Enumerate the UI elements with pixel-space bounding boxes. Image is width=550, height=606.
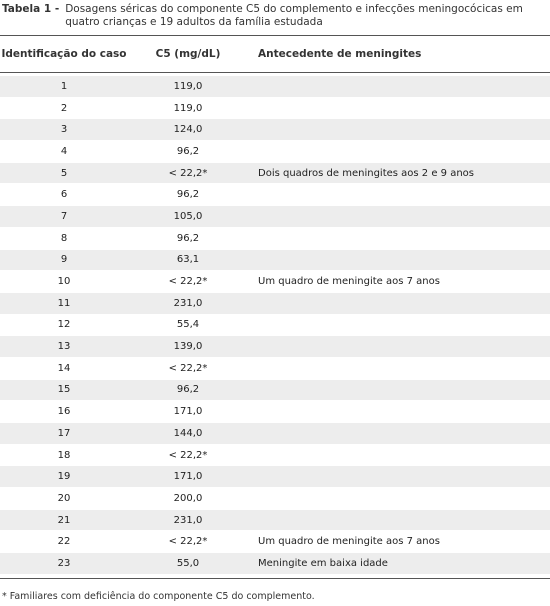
table-header [0,35,550,73]
cell-case-id: 11 [57,297,71,309]
cell-c5: 55,4 [176,319,200,331]
table-row [0,184,550,206]
cell-c5: 139,0 [173,341,203,353]
table-footnote: * Familiares com deficiência do componente C5 do complemento. [2,591,315,602]
caption-label: Tabela 1 - [2,3,60,15]
table-row [0,271,550,293]
cell-c5: 119,0 [173,102,203,114]
table-row [0,531,550,553]
cell-c5: 231,0 [173,514,203,526]
cell-c5: < 22,2* [168,167,208,179]
table-row [0,76,550,98]
cell-case-id: 21 [57,514,71,526]
cell-c5: < 22,2* [168,362,208,374]
header-meningitis-history: Antecedente de meningites [258,48,422,60]
cell-c5: 63,1 [176,254,200,266]
table-row [0,358,550,380]
table-row [0,423,550,445]
header-case-id: Identificação do caso [1,48,127,60]
table-row [0,98,550,120]
table-row [0,401,550,423]
cell-c5: 96,2 [176,384,200,396]
cell-case-id: 17 [57,427,71,439]
cell-meningitis-history: Meningite em baixa idade [258,557,388,569]
cell-case-id: 9 [60,254,68,266]
cell-meningitis-history: Um quadro de meningite aos 7 anos [258,276,440,288]
table-row [0,250,550,272]
cell-case-id: 4 [60,145,68,157]
table-row [0,488,550,510]
data-table [0,35,550,579]
cell-c5: 96,2 [176,189,200,201]
table-row [0,206,550,228]
caption-text: Dosagens séricas do componente C5 do complemento e infecções meningocócicas em quatro crianças e 19 adultos da família estudada [65,3,523,28]
cell-case-id: 5 [60,167,68,179]
table-body [0,76,550,575]
table-bottom-rule [0,578,550,579]
table-row [0,466,550,488]
table-row [0,163,550,185]
cell-c5: < 22,2* [168,449,208,461]
table-row [0,336,550,358]
cell-c5: 171,0 [173,471,203,483]
cell-case-id: 22 [57,536,71,548]
cell-case-id: 3 [60,124,68,136]
table-row [0,293,550,315]
cell-case-id: 20 [57,492,71,504]
cell-case-id: 13 [57,341,71,353]
cell-case-id: 10 [57,276,71,288]
cell-c5: 124,0 [173,124,203,136]
cell-meningitis-history: Dois quadros de meningites aos 2 e 9 anos [258,167,475,179]
table-row [0,119,550,141]
table-row [0,315,550,337]
cell-case-id: 1 [60,80,68,92]
cell-case-id: 15 [57,384,71,396]
cell-c5: 200,0 [173,492,203,504]
header-c5: C5 (mg/dL) [155,48,221,60]
cell-c5: 171,0 [173,406,203,418]
table-row [0,228,550,250]
cell-case-id: 12 [57,319,71,331]
cell-c5: 96,2 [176,232,200,244]
cell-c5: 96,2 [176,145,200,157]
cell-meningitis-history: Um quadro de meningite aos 7 anos [258,536,440,548]
cell-case-id: 14 [57,362,71,374]
cell-case-id: 2 [60,102,68,114]
cell-c5: 55,0 [176,557,200,569]
table-row [0,141,550,163]
cell-case-id: 8 [60,232,68,244]
cell-c5: 119,0 [173,80,203,92]
cell-case-id: 18 [57,449,71,461]
cell-case-id: 7 [60,210,68,222]
table-row [0,380,550,402]
cell-c5: 144,0 [173,427,203,439]
cell-case-id: 16 [57,406,71,418]
table-row [0,510,550,532]
table-row [0,445,550,467]
table-caption [2,3,547,29]
cell-c5: < 22,2* [168,536,208,548]
table-row [0,553,550,575]
cell-c5: 231,0 [173,297,203,309]
cell-c5: 105,0 [173,210,203,222]
cell-case-id: 23 [57,557,71,569]
cell-case-id: 6 [60,189,68,201]
cell-c5: < 22,2* [168,276,208,288]
cell-case-id: 19 [57,471,71,483]
